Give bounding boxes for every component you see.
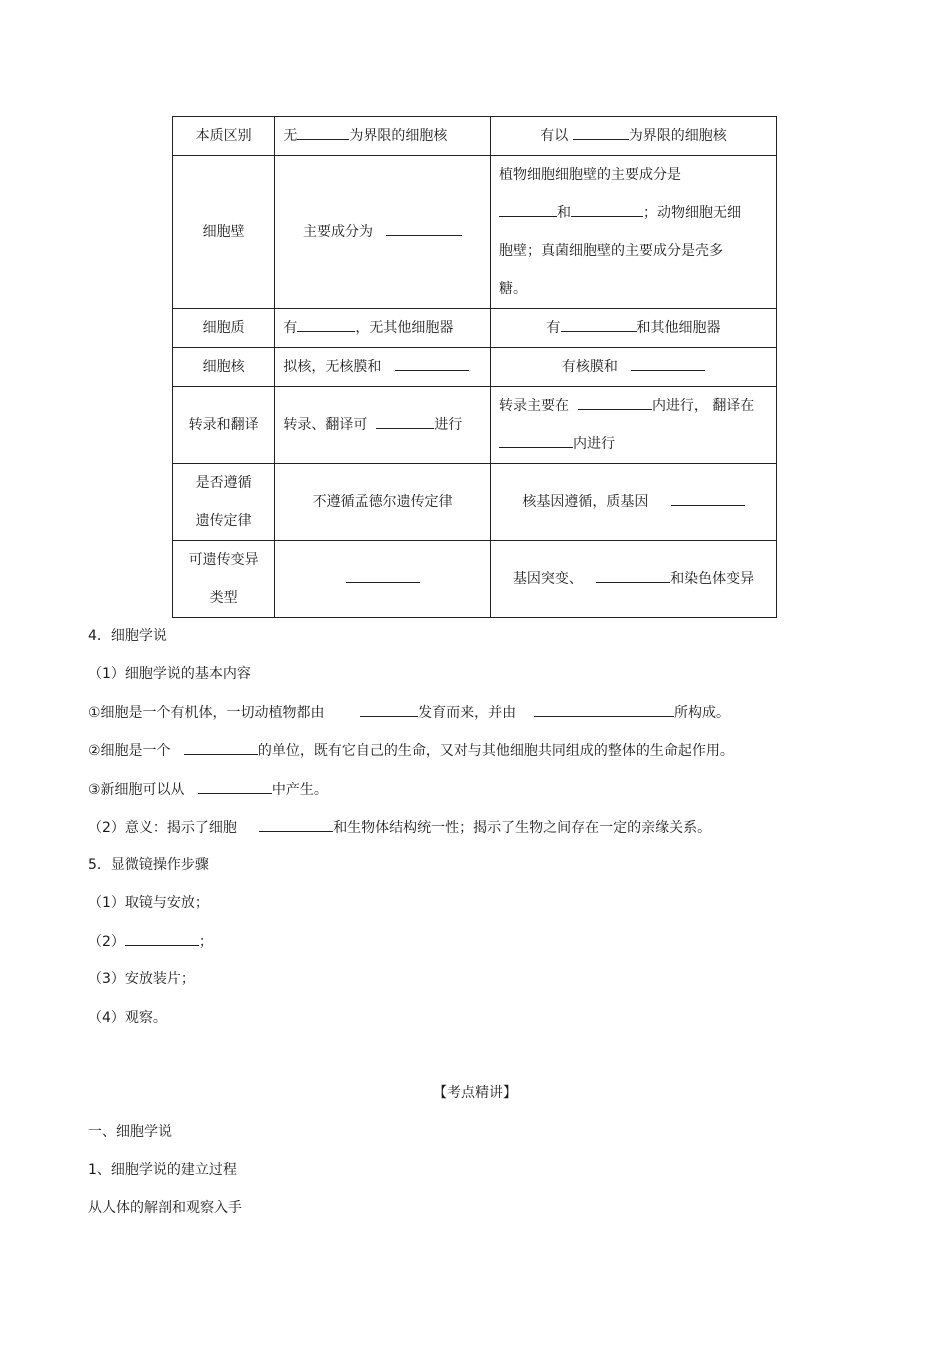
content-item-2: [88, 740, 734, 761]
table-cell: [275, 541, 491, 618]
fill-blank: [596, 568, 670, 583]
table-cell: [275, 387, 491, 464]
fill-blank: [671, 491, 745, 506]
section-heading: 一、细胞学说: [88, 1124, 172, 1140]
table-cell: [491, 309, 777, 348]
cell-text: 为界限的细胞核: [628, 128, 727, 144]
item-text: ③新细胞可以从: [88, 782, 185, 798]
cell-line: [499, 387, 768, 425]
fill-blank: [499, 202, 557, 217]
row-label: [173, 464, 275, 541]
table-row: [173, 117, 777, 156]
cell-text: 是否遵循: [195, 475, 252, 491]
cell-text: 植物细胞细胞壁的主要成分是: [499, 167, 682, 183]
table-cell: [491, 541, 777, 618]
fill-blank: [571, 202, 643, 217]
table-cell: [491, 117, 777, 156]
cell-text: 糖。: [499, 281, 528, 297]
table-row: [173, 387, 777, 464]
row-label: 细胞壁: [173, 156, 275, 309]
fill-blank: [395, 356, 469, 371]
table-cell: [491, 387, 777, 464]
fill-blank: [259, 817, 333, 832]
item-text: ②细胞是一个: [88, 743, 171, 759]
table-cell: [275, 117, 491, 156]
fill-blank: [578, 395, 652, 410]
subsection-heading: 1、细胞学说的建立过程: [88, 1162, 237, 1178]
section-5-title: 5．显微镜操作步骤: [88, 857, 209, 873]
section-4-subtitle: （1）细胞学说的基本内容: [88, 666, 251, 682]
row-label: 本质区别: [173, 117, 275, 156]
fill-blank: [573, 125, 629, 140]
cell-text: 有: [546, 320, 561, 336]
table-cell: [275, 156, 491, 309]
table-cell: [491, 464, 777, 541]
cell-text: 和: [557, 205, 572, 221]
fill-blank: [198, 779, 272, 794]
cell-text: 基因突变、: [512, 571, 583, 587]
content-item-3: [88, 779, 328, 800]
table-row: [173, 464, 777, 541]
fill-blank: [360, 702, 418, 717]
comparison-table: [172, 116, 777, 618]
cell-text: 转录主要在: [499, 398, 570, 414]
table-row: [173, 156, 777, 309]
fill-blank: [631, 356, 705, 371]
kaodian-heading: 【考点精讲】: [433, 1085, 517, 1101]
cell-text: 有核膜和: [561, 359, 618, 375]
table-row: [173, 309, 777, 348]
item-text: （2）意义：揭示了细胞: [88, 820, 237, 836]
fill-blank: [561, 317, 637, 332]
item-text: （2）: [88, 934, 125, 950]
item-text: 和生物体结构统一性；揭示了生物之间存在一定的亲缘关系。: [333, 820, 712, 836]
fill-blank: [376, 414, 434, 429]
fill-blank: [184, 740, 258, 755]
step-2: [88, 931, 213, 952]
fill-blank: [534, 702, 674, 717]
cell-text: 拟核，无核膜和: [283, 359, 382, 375]
cell-text: 和染色体变异: [670, 571, 755, 587]
cell-text: 转录、翻译可: [283, 417, 368, 433]
table-cell: 不遵循孟德尔遗传定律: [275, 464, 491, 541]
item-text: 的单位，既有它自己的生命，又对与其他细胞共同组成的整体的生命起作用。: [257, 743, 734, 759]
table-cell: [491, 348, 777, 387]
row-label: 细胞核: [173, 348, 275, 387]
cell-text: ；动物细胞无细: [643, 205, 742, 221]
fill-blank: [297, 317, 355, 332]
cell-text: 有以: [540, 128, 569, 144]
cell-text: 胞壁；真菌细胞壁的主要成分是壳多: [499, 243, 724, 259]
cell-text: 无: [283, 128, 298, 144]
cell-text: 主要成分为: [303, 224, 373, 240]
table-row: [173, 348, 777, 387]
table-cell: [491, 156, 777, 309]
item-text: 所构成。: [673, 705, 730, 721]
row-label: 转录和翻译: [173, 387, 275, 464]
fill-blank: [125, 931, 199, 946]
table-cell: [275, 348, 491, 387]
row-label: 细胞质: [173, 309, 275, 348]
step-1: （1）取镜与安放；: [88, 895, 209, 911]
cell-text: 和其他细胞器: [636, 320, 721, 336]
item-text: ；: [198, 934, 213, 950]
fill-blank: [499, 433, 573, 448]
content-item-1: [88, 702, 730, 723]
cell-text: 内进行: [573, 436, 616, 452]
cell-text: 可遗传变异: [188, 552, 259, 568]
cell-text: 进行: [434, 417, 463, 433]
cell-text: 核基因遵循，质基因: [522, 494, 649, 510]
cell-text: 为界限的细胞核: [349, 128, 448, 144]
cell-text: ，无其他细胞器: [355, 320, 454, 336]
table-cell: [275, 309, 491, 348]
cell-text: 有: [283, 320, 298, 336]
cell-text: 遗传定律: [195, 513, 252, 529]
cell-line: [499, 194, 768, 232]
cell-line: [499, 425, 768, 463]
step-4: （4）观察。: [88, 1010, 167, 1026]
fill-blank: [386, 221, 462, 236]
cell-text: 类型: [209, 590, 238, 606]
item-text: 中产生。: [271, 782, 328, 798]
row-label: [173, 541, 275, 618]
cell-text: 内进行， 翻译在: [651, 398, 755, 414]
table-row: [173, 541, 777, 618]
fill-blank: [297, 125, 349, 140]
paragraph: 从人体的解剖和观察入手: [88, 1200, 242, 1216]
fill-blank: [346, 568, 420, 583]
significance: [88, 817, 711, 838]
step-3: （3）安放装片；: [88, 971, 195, 987]
item-text: 发育而来，并由: [418, 705, 517, 721]
item-text: ①细胞是一个有机体，一切动植物都由: [88, 705, 325, 721]
section-4-title: 4．细胞学说: [88, 628, 167, 644]
